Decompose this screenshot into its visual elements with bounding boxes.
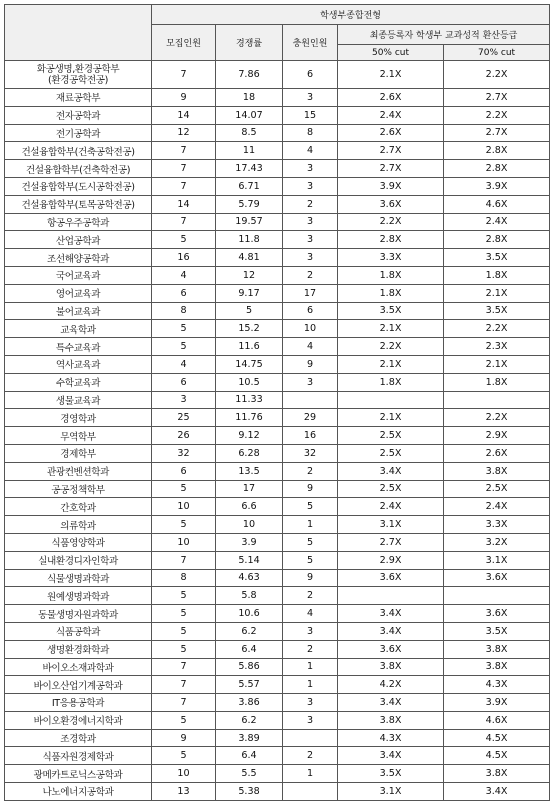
recruit-cell: 10 bbox=[152, 765, 216, 783]
recruit-cell: 8 bbox=[152, 569, 216, 587]
cut50-cell: 2.1X bbox=[338, 320, 444, 338]
additional-cell: 9 bbox=[283, 569, 338, 587]
table-row bbox=[5, 302, 550, 320]
table-row bbox=[5, 605, 550, 623]
table-row bbox=[5, 61, 550, 89]
cut70-cell: 3.5X bbox=[444, 622, 550, 640]
additional-cell: 1 bbox=[283, 765, 338, 783]
department-cell: 생물교육과 bbox=[5, 391, 152, 409]
competition-cell: 6.71 bbox=[216, 177, 283, 195]
cut70-cell: 1.8X bbox=[444, 373, 550, 391]
recruit-cell: 7 bbox=[152, 142, 216, 160]
recruit-cell: 4 bbox=[152, 266, 216, 284]
additional-cell: 3 bbox=[283, 231, 338, 249]
cut70-cell: 2.1X bbox=[444, 355, 550, 373]
recruit-cell: 14 bbox=[152, 195, 216, 213]
cut70-cell: 3.5X bbox=[444, 249, 550, 267]
additional-cell: 29 bbox=[283, 409, 338, 427]
cut70-cell: 2.2X bbox=[444, 320, 550, 338]
cut70-cell: 2.5X bbox=[444, 480, 550, 498]
cut50-cell: 3.5X bbox=[338, 302, 444, 320]
table-row bbox=[5, 711, 550, 729]
table-row bbox=[5, 676, 550, 694]
group-header: 학생부종합전형 bbox=[152, 5, 550, 25]
department-cell: 교육학과 bbox=[5, 320, 152, 338]
cut50-cell: 3.4X bbox=[338, 694, 444, 712]
recruit-cell: 3 bbox=[152, 391, 216, 409]
competition-cell: 5.86 bbox=[216, 658, 283, 676]
department-cell: 나노에너지공학과 bbox=[5, 783, 152, 801]
department-cell: 무역학부 bbox=[5, 427, 152, 445]
competition-header: 경쟁률 bbox=[216, 25, 283, 61]
table-row bbox=[5, 640, 550, 658]
department-cell: 산업공학과 bbox=[5, 231, 152, 249]
department-cell: 화공생명,환경공학부 (환경공학전공) bbox=[5, 61, 152, 89]
additional-cell: 32 bbox=[283, 444, 338, 462]
table-row bbox=[5, 516, 550, 534]
table-row bbox=[5, 160, 550, 178]
recruit-cell: 5 bbox=[152, 516, 216, 534]
recruit-cell: 9 bbox=[152, 89, 216, 107]
competition-cell: 11.6 bbox=[216, 338, 283, 356]
table-row bbox=[5, 694, 550, 712]
table-row bbox=[5, 480, 550, 498]
competition-cell: 6.28 bbox=[216, 444, 283, 462]
cut50-cell: 3.8X bbox=[338, 711, 444, 729]
table-row bbox=[5, 747, 550, 765]
cut50-cell: 2.1X bbox=[338, 61, 444, 89]
cut70-cell: 2.8X bbox=[444, 160, 550, 178]
recruit-cell: 6 bbox=[152, 284, 216, 302]
cut50-cell: 3.6X bbox=[338, 569, 444, 587]
additional-cell bbox=[283, 783, 338, 801]
department-cell: 바이오소재과학과 bbox=[5, 658, 152, 676]
competition-cell: 6.4 bbox=[216, 747, 283, 765]
additional-cell: 3 bbox=[283, 711, 338, 729]
competition-cell: 6.6 bbox=[216, 498, 283, 516]
additional-cell: 9 bbox=[283, 480, 338, 498]
cut50-cell: 2.5X bbox=[338, 427, 444, 445]
table-row bbox=[5, 391, 550, 409]
department-cell: 건설융합학부(건축공학전공) bbox=[5, 142, 152, 160]
cut70-cell: 3.9X bbox=[444, 694, 550, 712]
additional-cell: 4 bbox=[283, 338, 338, 356]
department-cell: 식물생명과학과 bbox=[5, 569, 152, 587]
cut70-cell: 3.4X bbox=[444, 783, 550, 801]
competition-cell: 3.9 bbox=[216, 533, 283, 551]
table-row bbox=[5, 551, 550, 569]
competition-cell: 7.86 bbox=[216, 61, 283, 89]
competition-cell: 10.5 bbox=[216, 373, 283, 391]
recruit-cell: 26 bbox=[152, 427, 216, 445]
additional-cell: 1 bbox=[283, 516, 338, 534]
recruit-cell: 5 bbox=[152, 338, 216, 356]
competition-cell: 3.86 bbox=[216, 694, 283, 712]
additional-cell: 2 bbox=[283, 640, 338, 658]
cut50-cell: 3.3X bbox=[338, 249, 444, 267]
cut50-cell: 1.8X bbox=[338, 266, 444, 284]
competition-cell: 14.75 bbox=[216, 355, 283, 373]
table-row bbox=[5, 427, 550, 445]
competition-cell: 11.76 bbox=[216, 409, 283, 427]
additional-cell: 5 bbox=[283, 533, 338, 551]
cut50-cell: 2.2X bbox=[338, 213, 444, 231]
additional-cell: 15 bbox=[283, 106, 338, 124]
department-cell: 재료공학부 bbox=[5, 89, 152, 107]
table-row bbox=[5, 249, 550, 267]
department-cell: 수학교육과 bbox=[5, 373, 152, 391]
cut70-cell: 3.8X bbox=[444, 640, 550, 658]
competition-cell: 9.12 bbox=[216, 427, 283, 445]
additional-cell: 10 bbox=[283, 320, 338, 338]
table-row bbox=[5, 142, 550, 160]
additional-cell: 3 bbox=[283, 213, 338, 231]
table-row bbox=[5, 231, 550, 249]
additional-cell: 3 bbox=[283, 622, 338, 640]
department-cell: 동물생명자원과학과 bbox=[5, 605, 152, 623]
additional-cell: 3 bbox=[283, 249, 338, 267]
recruit-cell: 7 bbox=[152, 160, 216, 178]
cut50-cell: 3.4X bbox=[338, 747, 444, 765]
competition-cell: 13.5 bbox=[216, 462, 283, 480]
cut70-cell: 3.6X bbox=[444, 569, 550, 587]
cut50-cell: 4.3X bbox=[338, 729, 444, 747]
table-body bbox=[5, 61, 550, 801]
additional-cell: 2 bbox=[283, 587, 338, 605]
additional-cell: 17 bbox=[283, 284, 338, 302]
cut50-cell: 2.5X bbox=[338, 444, 444, 462]
table-row bbox=[5, 409, 550, 427]
competition-cell: 6.2 bbox=[216, 711, 283, 729]
department-cell: 전기공학과 bbox=[5, 124, 152, 142]
cut70-cell: 4.6X bbox=[444, 195, 550, 213]
department-cell: 의류학과 bbox=[5, 516, 152, 534]
table-row bbox=[5, 195, 550, 213]
cut70-cell: 3.2X bbox=[444, 533, 550, 551]
department-cell: 전자공학과 bbox=[5, 106, 152, 124]
recruit-cell: 4 bbox=[152, 355, 216, 373]
additional-cell: 3 bbox=[283, 89, 338, 107]
recruit-cell: 6 bbox=[152, 373, 216, 391]
additional-header: 충원인원 bbox=[283, 25, 338, 61]
cut70-cell: 3.1X bbox=[444, 551, 550, 569]
cut70-cell: 2.3X bbox=[444, 338, 550, 356]
competition-cell: 14.07 bbox=[216, 106, 283, 124]
department-cell: 간호학과 bbox=[5, 498, 152, 516]
cut70-cell: 3.3X bbox=[444, 516, 550, 534]
recruit-cell: 25 bbox=[152, 409, 216, 427]
table-row bbox=[5, 658, 550, 676]
cut50-cell: 3.6X bbox=[338, 195, 444, 213]
competition-cell: 9.17 bbox=[216, 284, 283, 302]
recruit-cell: 9 bbox=[152, 729, 216, 747]
cut50-cell: 2.9X bbox=[338, 551, 444, 569]
cut50-cell: 2.4X bbox=[338, 106, 444, 124]
cut50-cell: 3.9X bbox=[338, 177, 444, 195]
cut50-cell: 2.8X bbox=[338, 231, 444, 249]
admissions-table bbox=[4, 4, 550, 801]
department-cell: 건설융합학부(건축학전공) bbox=[5, 160, 152, 178]
table-row bbox=[5, 587, 550, 605]
additional-cell: 2 bbox=[283, 462, 338, 480]
cut50-cell: 3.6X bbox=[338, 640, 444, 658]
cut50-cell: 4.2X bbox=[338, 676, 444, 694]
department-cell: 관광컨벤션학과 bbox=[5, 462, 152, 480]
recruit-cell: 5 bbox=[152, 320, 216, 338]
department-cell: 특수교육과 bbox=[5, 338, 152, 356]
additional-cell: 6 bbox=[283, 302, 338, 320]
cut50-cell: 2.1X bbox=[338, 409, 444, 427]
cut50-cell: 3.4X bbox=[338, 622, 444, 640]
additional-cell: 5 bbox=[283, 498, 338, 516]
recruit-cell: 5 bbox=[152, 587, 216, 605]
table-row bbox=[5, 320, 550, 338]
recruit-cell: 7 bbox=[152, 658, 216, 676]
table-row bbox=[5, 355, 550, 373]
additional-cell bbox=[283, 729, 338, 747]
cut70-cell: 1.8X bbox=[444, 266, 550, 284]
recruit-cell: 5 bbox=[152, 231, 216, 249]
table-row bbox=[5, 444, 550, 462]
cut50-cell: 2.7X bbox=[338, 160, 444, 178]
cut50-cell: 2.7X bbox=[338, 142, 444, 160]
department-cell: 조경학과 bbox=[5, 729, 152, 747]
department-cell: 공공정책학부 bbox=[5, 480, 152, 498]
department-cell: 실내환경디자인학과 bbox=[5, 551, 152, 569]
competition-cell: 5.38 bbox=[216, 783, 283, 801]
cut70-cell: 3.6X bbox=[444, 605, 550, 623]
competition-cell: 11.33 bbox=[216, 391, 283, 409]
cut50-cell: 3.1X bbox=[338, 783, 444, 801]
recruit-cell: 6 bbox=[152, 462, 216, 480]
competition-cell: 5.5 bbox=[216, 765, 283, 783]
additional-cell: 3 bbox=[283, 373, 338, 391]
cut50-cell: 2.2X bbox=[338, 338, 444, 356]
recruit-cell: 14 bbox=[152, 106, 216, 124]
cut50-cell: 1.8X bbox=[338, 373, 444, 391]
cut70-cell: 2.8X bbox=[444, 142, 550, 160]
cut70-cell: 2.6X bbox=[444, 444, 550, 462]
department-cell: 경제학부 bbox=[5, 444, 152, 462]
cut70-cell bbox=[444, 587, 550, 605]
cut50-cell: 3.5X bbox=[338, 765, 444, 783]
department-header bbox=[5, 5, 152, 61]
table-row bbox=[5, 284, 550, 302]
cut70-cell: 3.8X bbox=[444, 462, 550, 480]
cut50-cell: 3.4X bbox=[338, 605, 444, 623]
recruit-cell: 5 bbox=[152, 622, 216, 640]
competition-cell: 6.2 bbox=[216, 622, 283, 640]
cut70-cell: 4.5X bbox=[444, 747, 550, 765]
department-cell: 바이오환경에너지학과 bbox=[5, 711, 152, 729]
table-row bbox=[5, 462, 550, 480]
recruit-cell: 7 bbox=[152, 61, 216, 89]
department-cell: 건설융합학부(도시공학전공) bbox=[5, 177, 152, 195]
table-row bbox=[5, 373, 550, 391]
table-row bbox=[5, 124, 550, 142]
cut70-cell: 2.1X bbox=[444, 284, 550, 302]
cut50-header: 50% cut bbox=[338, 45, 444, 61]
department-cell: 원예생명과학과 bbox=[5, 587, 152, 605]
department-cell: IT응용공학과 bbox=[5, 694, 152, 712]
additional-cell: 2 bbox=[283, 266, 338, 284]
recruit-cell: 7 bbox=[152, 177, 216, 195]
cut70-header: 70% cut bbox=[444, 45, 550, 61]
cut70-cell: 2.2X bbox=[444, 409, 550, 427]
cut70-cell: 4.5X bbox=[444, 729, 550, 747]
additional-cell: 1 bbox=[283, 676, 338, 694]
recruit-cell: 5 bbox=[152, 711, 216, 729]
department-cell: 생명환경화학과 bbox=[5, 640, 152, 658]
recruit-cell: 7 bbox=[152, 694, 216, 712]
department-cell: 광메카트로닉스공학과 bbox=[5, 765, 152, 783]
department-cell: 불어교육과 bbox=[5, 302, 152, 320]
additional-cell bbox=[283, 391, 338, 409]
competition-cell: 5.79 bbox=[216, 195, 283, 213]
department-cell: 국어교육과 bbox=[5, 266, 152, 284]
recruit-cell: 13 bbox=[152, 783, 216, 801]
cut70-cell: 2.7X bbox=[444, 89, 550, 107]
cut50-cell: 2.7X bbox=[338, 533, 444, 551]
recruit-cell: 32 bbox=[152, 444, 216, 462]
competition-cell: 5.57 bbox=[216, 676, 283, 694]
department-cell: 식품공학과 bbox=[5, 622, 152, 640]
competition-cell: 10.6 bbox=[216, 605, 283, 623]
cut70-cell: 2.9X bbox=[444, 427, 550, 445]
department-cell: 역사교육과 bbox=[5, 355, 152, 373]
recruit-cell: 5 bbox=[152, 605, 216, 623]
cut70-cell: 3.9X bbox=[444, 177, 550, 195]
cut50-cell: 2.5X bbox=[338, 480, 444, 498]
table-row bbox=[5, 213, 550, 231]
department-cell: 건설융합학부(토목공학전공) bbox=[5, 195, 152, 213]
table-row bbox=[5, 338, 550, 356]
recruit-cell: 10 bbox=[152, 533, 216, 551]
additional-cell: 3 bbox=[283, 694, 338, 712]
department-cell: 바이오산업기계공학과 bbox=[5, 676, 152, 694]
cut50-cell: 2.6X bbox=[338, 124, 444, 142]
recruit-cell: 7 bbox=[152, 676, 216, 694]
department-cell: 식품영양학과 bbox=[5, 533, 152, 551]
additional-cell: 4 bbox=[283, 605, 338, 623]
additional-cell: 3 bbox=[283, 160, 338, 178]
competition-cell: 11 bbox=[216, 142, 283, 160]
recruit-cell: 5 bbox=[152, 640, 216, 658]
cut50-cell: 2.1X bbox=[338, 355, 444, 373]
additional-cell: 2 bbox=[283, 195, 338, 213]
department-cell: 조선해양공학과 bbox=[5, 249, 152, 267]
competition-cell: 5.8 bbox=[216, 587, 283, 605]
recruit-cell: 12 bbox=[152, 124, 216, 142]
additional-cell: 5 bbox=[283, 551, 338, 569]
table-row bbox=[5, 498, 550, 516]
department-cell: 식품자원경제학과 bbox=[5, 747, 152, 765]
additional-cell: 2 bbox=[283, 747, 338, 765]
cut50-cell bbox=[338, 391, 444, 409]
cut70-cell: 2.4X bbox=[444, 498, 550, 516]
additional-cell: 4 bbox=[283, 142, 338, 160]
competition-cell: 19.57 bbox=[216, 213, 283, 231]
cut70-cell: 2.2X bbox=[444, 61, 550, 89]
department-cell: 영어교육과 bbox=[5, 284, 152, 302]
competition-cell: 5 bbox=[216, 302, 283, 320]
competition-cell: 8.5 bbox=[216, 124, 283, 142]
department-cell: 경영학과 bbox=[5, 409, 152, 427]
table-row bbox=[5, 106, 550, 124]
cut50-cell: 1.8X bbox=[338, 284, 444, 302]
recruit-cell: 7 bbox=[152, 213, 216, 231]
competition-cell: 10 bbox=[216, 516, 283, 534]
competition-cell: 12 bbox=[216, 266, 283, 284]
table-row bbox=[5, 266, 550, 284]
recruit-cell: 10 bbox=[152, 498, 216, 516]
table-row bbox=[5, 783, 550, 801]
table-row bbox=[5, 622, 550, 640]
cut70-cell bbox=[444, 391, 550, 409]
competition-cell: 11.8 bbox=[216, 231, 283, 249]
cut50-cell: 3.1X bbox=[338, 516, 444, 534]
recruit-cell: 16 bbox=[152, 249, 216, 267]
table-row bbox=[5, 765, 550, 783]
recruit-cell: 8 bbox=[152, 302, 216, 320]
additional-cell: 6 bbox=[283, 61, 338, 89]
table-row bbox=[5, 569, 550, 587]
recruit-cell: 5 bbox=[152, 480, 216, 498]
additional-cell: 9 bbox=[283, 355, 338, 373]
cut70-cell: 2.7X bbox=[444, 124, 550, 142]
additional-cell: 1 bbox=[283, 658, 338, 676]
additional-cell: 3 bbox=[283, 177, 338, 195]
competition-cell: 4.63 bbox=[216, 569, 283, 587]
department-cell: 항공우주공학과 bbox=[5, 213, 152, 231]
cut70-cell: 3.8X bbox=[444, 658, 550, 676]
cut50-cell: 2.4X bbox=[338, 498, 444, 516]
competition-cell: 3.89 bbox=[216, 729, 283, 747]
grade-group-header: 최종등록자 학생부 교과성적 환산등급 bbox=[338, 25, 550, 45]
additional-cell: 16 bbox=[283, 427, 338, 445]
table-row bbox=[5, 533, 550, 551]
competition-cell: 15.2 bbox=[216, 320, 283, 338]
recruit-cell: 5 bbox=[152, 747, 216, 765]
table-row bbox=[5, 177, 550, 195]
competition-cell: 5.14 bbox=[216, 551, 283, 569]
additional-cell: 8 bbox=[283, 124, 338, 142]
cut70-cell: 2.8X bbox=[444, 231, 550, 249]
competition-cell: 18 bbox=[216, 89, 283, 107]
table-row bbox=[5, 89, 550, 107]
cut50-cell: 2.6X bbox=[338, 89, 444, 107]
cut70-cell: 4.3X bbox=[444, 676, 550, 694]
cut70-cell: 2.2X bbox=[444, 106, 550, 124]
table-row bbox=[5, 729, 550, 747]
cut70-cell: 4.6X bbox=[444, 711, 550, 729]
cut70-cell: 2.4X bbox=[444, 213, 550, 231]
competition-cell: 4.81 bbox=[216, 249, 283, 267]
recruit-header: 모집인원 bbox=[152, 25, 216, 61]
recruit-cell: 7 bbox=[152, 551, 216, 569]
cut50-cell: 3.8X bbox=[338, 658, 444, 676]
competition-cell: 17 bbox=[216, 480, 283, 498]
cut50-cell: 3.4X bbox=[338, 462, 444, 480]
cut50-cell bbox=[338, 587, 444, 605]
competition-cell: 6.4 bbox=[216, 640, 283, 658]
cut70-cell: 3.5X bbox=[444, 302, 550, 320]
competition-cell: 17.43 bbox=[216, 160, 283, 178]
cut70-cell: 3.8X bbox=[444, 765, 550, 783]
